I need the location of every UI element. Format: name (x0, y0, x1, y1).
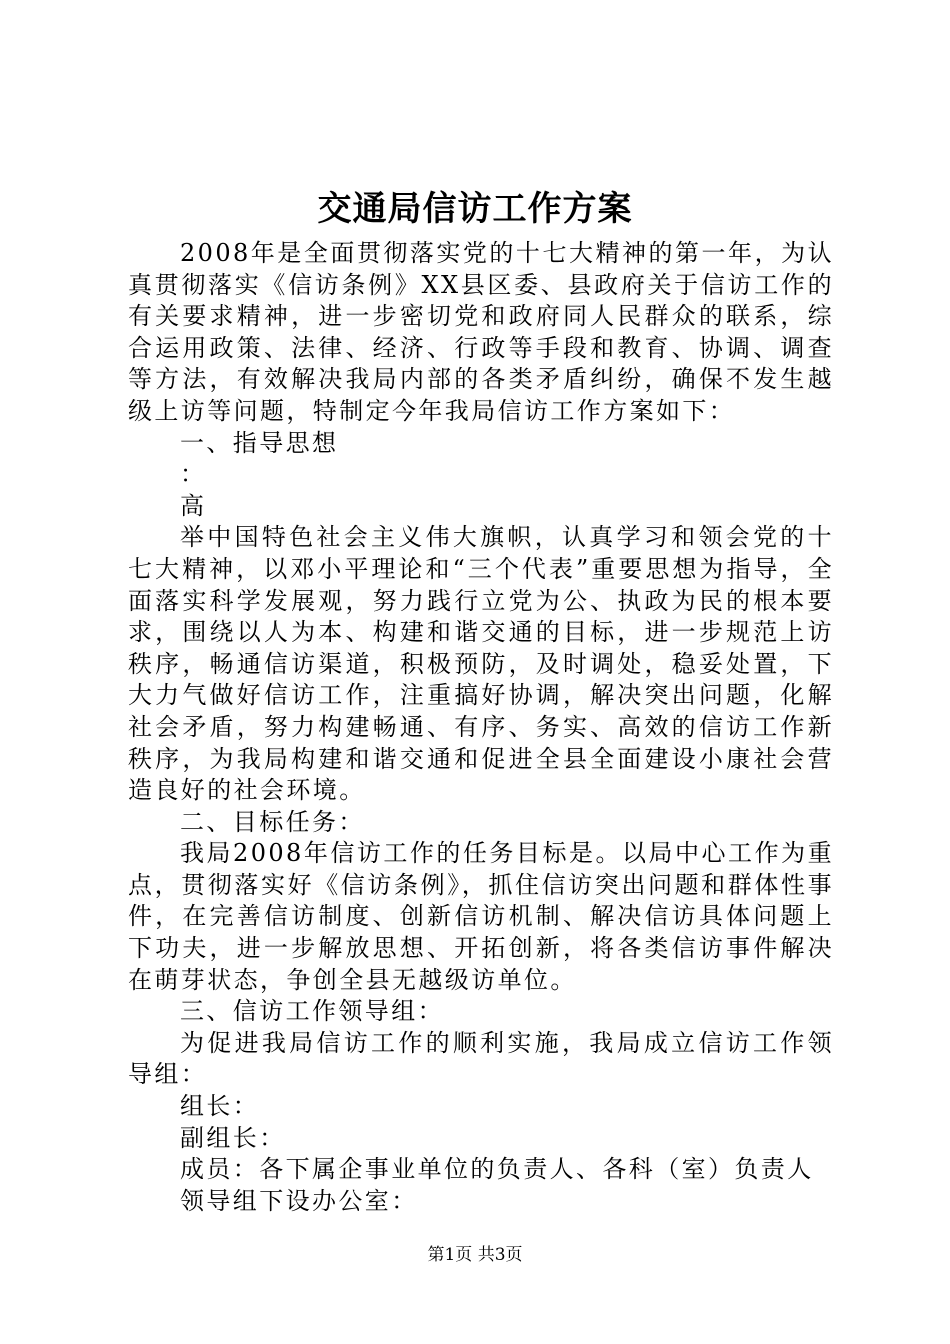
goals-paragraph: 我局2008年信访工作的任务目标是。以局中心工作为重点，贯彻落实好《信访条例》，抓住信访突出问题和群体性事件，在完善信访制度、创新信访机制、解决信访具体问题上下功夫，进一步解放思想、开拓创新，将各类信访事件解决在萌芽状态，争创全县无越级访单位。 (128, 839, 834, 994)
deputy-leader-line: 副组长： (180, 1123, 286, 1152)
document-title: 交通局信访工作方案 (317, 189, 633, 229)
stray-char-line: 高 (180, 491, 207, 520)
document-body (128, 238, 834, 1217)
guiding-ideology-paragraph: 举中国特色社会主义伟大旗帜，认真学习和领会党的十七大精神，以邓小平理论和“三个代表”重要思想为指导，全面落实科学发展观，努力践行立党为公、执政为民的根本要求，围绕以人为本、构建和谐交通的目标，进一步规范上访秩序，畅通信访渠道，积极预防，及时调处，稳妥处置，下大力气做好信访工作，注重搞好协调，解决突出问题，化解社会矛盾，努力构建畅通、有序、务实、高效的信访工作新秩序，为我局构建和谐交通和促进全县全面建设小康社会营造良好的社会环境。 (128, 523, 834, 805)
members-line: 成员：各下属企事业单位的负责人、各科（室）负责人 (180, 1155, 814, 1184)
leadership-group-paragraph: 为促进我局信访工作的顺利实施，我局成立信访工作领导组： (128, 1028, 834, 1089)
section-heading-leadership-group: 三、信访工作领导组： (180, 997, 444, 1026)
office-line: 领导组下设办公室： (180, 1186, 418, 1215)
intro-paragraph: 2008年是全面贯彻落实党的十七大精神的第一年，为认真贯彻落实《信访条例》XX县区委、县政府关于信访工作的有关要求精神，进一步密切党和政府同人民群众的联系，综合运用政策、法律、经济、行政等手段和教育、协调、调查等方法，有效解决我局内部的各类矛盾纠纷，确保不发生越级上访等问题，特制定今年我局信访工作方案如下： (128, 239, 834, 425)
section-heading-guiding-ideology: 一、指导思想 (180, 428, 339, 457)
group-leader-line: 组长： (180, 1092, 260, 1121)
section-heading-goals: 二、目标任务： (180, 807, 365, 836)
stray-colon-line: ： (180, 460, 207, 489)
page-footer: 第1页 共3页 (427, 1245, 523, 1265)
